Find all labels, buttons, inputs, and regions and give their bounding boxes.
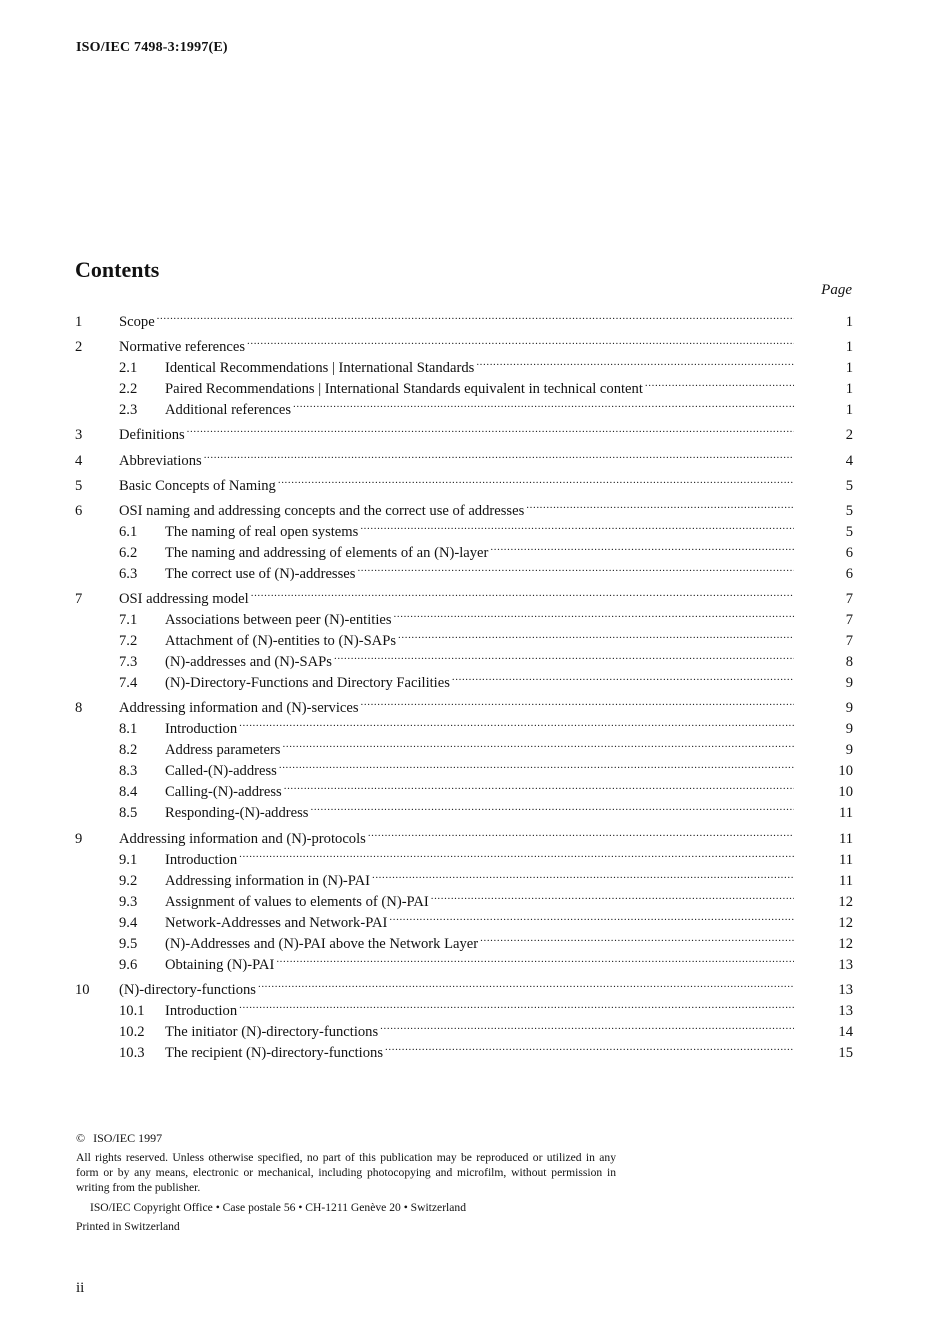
dot-leader: [334, 645, 794, 666]
toc-entry-number: 9.3: [119, 893, 138, 910]
toc-entry-title: Additional references: [165, 402, 292, 419]
toc-entry-title: (N)-Addresses and (N)-PAI above the Network Layer: [165, 935, 479, 952]
toc-entry-page: 1: [845, 360, 853, 377]
toc-entry-number: 8.1: [119, 721, 138, 738]
toc-entry-page: 12: [838, 935, 853, 952]
toc-entry-page: 11: [838, 851, 853, 868]
table-of-contents: [75, 305, 853, 1061]
toc-entry-number: 9.5: [119, 935, 138, 952]
toc-entry-number: 8.2: [119, 742, 138, 759]
dot-leader: [279, 754, 794, 775]
toc-entry-title: Addressing information and (N)-protocols: [119, 830, 366, 847]
toc-entry-page: 5: [845, 523, 853, 540]
toc-entry-number: 2.3: [119, 402, 138, 419]
toc-entry-title: (N)-Directory-Functions and Directory Facilities: [165, 675, 450, 692]
toc-entry[interactable]: [75, 691, 853, 717]
dot-leader: [490, 536, 794, 557]
toc-entry-title: Paired Recommendations | International Standards equivalent in technical content: [165, 381, 643, 398]
toc-entry-number: 8: [75, 700, 83, 717]
dot-leader: [480, 927, 794, 948]
toc-entry-page: 1: [845, 339, 853, 356]
dot-leader: [187, 418, 794, 439]
toc-entry-page: 13: [838, 1002, 853, 1019]
dot-leader: [431, 885, 794, 906]
toc-entry[interactable]: [75, 444, 853, 469]
toc-entry-title: The correct use of (N)-addresses: [165, 565, 356, 582]
toc-entry-page: 11: [838, 830, 853, 847]
toc-entry-page: 7: [845, 612, 853, 629]
toc-entry[interactable]: [75, 973, 853, 998]
toc-entry-page: 2: [845, 427, 853, 444]
toc-entry-title: Network-Addresses and Network-PAI: [165, 914, 388, 931]
toc-entry-page: 9: [845, 675, 853, 692]
toc-entry-title: Normative references: [119, 339, 245, 356]
toc-entry-number: 7.1: [119, 612, 138, 629]
toc-entry-title: Calling-(N)-address: [165, 784, 282, 801]
toc-entry[interactable]: [75, 330, 853, 356]
dot-leader: [368, 822, 794, 843]
toc-entry-number: 5: [75, 477, 83, 494]
dot-leader: [357, 557, 794, 578]
toc-entry-number: 9.6: [119, 956, 138, 973]
toc-entry-number: 7.3: [119, 654, 138, 671]
toc-entry-page: 15: [838, 1044, 853, 1061]
toc-entry-number: 8.5: [119, 805, 138, 822]
toc-entry[interactable]: [75, 469, 853, 494]
dot-leader: [239, 712, 794, 733]
toc-entry-page: 1: [845, 314, 853, 330]
toc-entry-title: Addressing information in (N)-PAI: [165, 872, 370, 889]
toc-entry-page: 7: [845, 591, 853, 608]
toc-entry[interactable]: [75, 494, 853, 519]
toc-entry-number: 7.2: [119, 633, 138, 650]
dot-leader: [276, 948, 794, 969]
toc-entry-title: Addressing information and (N)-services: [119, 700, 359, 717]
toc-section: [75, 418, 853, 444]
dot-leader: [239, 843, 794, 864]
toc-entry-page: 5: [845, 477, 853, 494]
toc-entry-number: 6.2: [119, 544, 138, 561]
copyright-symbol: ©: [76, 1131, 86, 1145]
toc-entry-number: 10: [75, 981, 90, 998]
dot-leader: [360, 515, 794, 536]
toc-entry-number: 6.1: [119, 523, 138, 540]
toc-section: [75, 444, 853, 469]
toc-entry-title: Assignment of values to elements of (N)-PAI: [165, 893, 429, 910]
toc-entry-page: 9: [845, 721, 853, 738]
toc-entry-title: Basic Concepts of Naming: [119, 477, 276, 494]
dot-leader: [380, 1015, 794, 1036]
toc-entry-title: The naming of real open systems: [165, 523, 359, 540]
toc-entry-title: Definitions: [119, 427, 185, 444]
toc-entry-title: Identical Recommendations | International Standards: [165, 360, 475, 377]
toc-entry-title: The recipient (N)-directory-functions: [165, 1044, 384, 1061]
toc-section: [75, 330, 853, 419]
dot-leader: [372, 864, 794, 885]
rights-statement: All rights reserved. Unless otherwise specified, no part of this publication may be reproduced or utilized in any form or by any means, electronic or mechanical, including photocopying and microfilm, without permission in writing from the publisher.: [76, 1151, 616, 1194]
toc-entry-number: 2.1: [119, 360, 138, 377]
toc-entry-page: 6: [845, 544, 853, 561]
page-number: ii: [76, 1280, 85, 1296]
toc-entry[interactable]: [75, 582, 853, 608]
toc-entry-number: 7: [75, 591, 83, 608]
dot-leader: [310, 796, 794, 817]
toc-entry-page: 7: [845, 633, 853, 650]
toc-entry-number: 8.3: [119, 763, 138, 780]
toc-entry-title: The naming and addressing of elements of an (N)-layer: [165, 544, 489, 561]
toc-entry-page: 10: [838, 784, 853, 801]
toc-entry[interactable]: [75, 418, 853, 444]
dot-leader: [293, 393, 794, 414]
toc-entry-title: Address parameters: [165, 742, 281, 759]
dot-leader: [239, 994, 794, 1015]
toc-entry-number: 4: [75, 452, 83, 469]
toc-entry-number: 9.1: [119, 851, 138, 868]
toc-section: [75, 822, 853, 973]
toc-section: [75, 469, 853, 494]
dot-leader: [476, 351, 794, 372]
toc-entry-title: Introduction: [165, 1002, 238, 1019]
toc-entry-page: 11: [838, 805, 853, 822]
toc-entry-title: Introduction: [165, 851, 238, 868]
dot-leader: [452, 666, 794, 687]
printed-in: Printed in Switzerland: [76, 1220, 180, 1233]
toc-entry-title: Attachment of (N)-entities to (N)-SAPs: [165, 633, 397, 650]
toc-entry-page: 13: [838, 981, 853, 998]
document-id: ISO/IEC 7498-3:1997(E): [76, 40, 228, 55]
dot-leader: [258, 973, 794, 994]
toc-entry-number: 3: [75, 427, 83, 444]
dot-leader: [283, 733, 795, 754]
toc-entry-number: 10.2: [119, 1023, 145, 1040]
toc-entry-page: 13: [838, 956, 853, 973]
dot-leader: [389, 906, 794, 927]
toc-entry-title: (N)-addresses and (N)-SAPs: [165, 654, 332, 671]
page-column-label: Page: [821, 282, 852, 298]
dot-leader: [526, 494, 794, 515]
toc-section: [75, 691, 853, 822]
toc-entry-number: 6: [75, 502, 83, 519]
toc-entry[interactable]: [75, 305, 853, 330]
toc-entry-page: 12: [838, 893, 853, 910]
toc-entry-page: 1: [845, 402, 853, 419]
dot-leader: [247, 330, 794, 351]
toc-entry-number: 7.4: [119, 675, 138, 692]
toc-entry-page: 14: [838, 1023, 853, 1040]
toc-entry-number: 1: [75, 314, 83, 330]
toc-entry-page: 4: [845, 452, 853, 469]
toc-section: [75, 582, 853, 692]
copyright-line: [76, 1131, 616, 1146]
toc-entry-title: OSI naming and addressing concepts and the correct use of addresses: [119, 502, 525, 519]
dot-leader: [278, 469, 794, 490]
toc-entry-page: 1: [845, 381, 853, 398]
toc-entry-page: 5: [845, 502, 853, 519]
copyright-holder: ISO/IEC 1997: [93, 1131, 163, 1145]
toc-entry-title: Obtaining (N)-PAI: [165, 956, 275, 973]
toc-entry-title: OSI addressing model: [119, 591, 249, 608]
toc-section: [75, 973, 853, 1061]
copyright-notice: [76, 1131, 616, 1234]
toc-entry-number: 9.2: [119, 872, 138, 889]
toc-entry-page: 10: [838, 763, 853, 780]
toc-entry-title: (N)-directory-functions: [119, 981, 256, 998]
toc-entry-page: 11: [838, 872, 853, 889]
dot-leader: [361, 691, 794, 712]
toc-entry-number: 10.1: [119, 1002, 145, 1019]
dot-leader: [398, 624, 794, 645]
toc-entry-title: Associations between peer (N)-entities: [165, 612, 392, 629]
dot-leader: [394, 603, 794, 624]
toc-entry[interactable]: [75, 822, 853, 847]
dot-leader: [645, 372, 794, 393]
dot-leader: [251, 582, 794, 603]
toc-entry-page: 8: [845, 654, 853, 671]
toc-entry-title: Scope: [119, 314, 155, 330]
toc-section: [75, 494, 853, 582]
toc-entry-number: 6.3: [119, 565, 138, 582]
toc-entry-title: The initiator (N)-directory-functions: [165, 1023, 379, 1040]
toc-entry-page: 9: [845, 742, 853, 759]
dot-leader: [204, 444, 794, 465]
toc-entry-number: 2: [75, 339, 83, 356]
toc-entry-title: Introduction: [165, 721, 238, 738]
dot-leader: [284, 775, 794, 796]
toc-entry-title: Abbreviations: [119, 452, 202, 469]
toc-section: [75, 305, 853, 330]
toc-entry-page: 12: [838, 914, 853, 931]
toc-entry-title: Called-(N)-address: [165, 763, 277, 780]
toc-entry-number: 10.3: [119, 1044, 145, 1061]
copyright-office-address: ISO/IEC Copyright Office • Case postale 56 • CH-1211 Genève 20 • Switzerland: [90, 1201, 467, 1214]
toc-entry-number: 2.2: [119, 381, 138, 398]
toc-entry-number: 9.4: [119, 914, 138, 931]
dot-leader: [385, 1036, 794, 1057]
page-title: Contents: [75, 257, 160, 282]
toc-entry-page: 9: [845, 700, 853, 717]
toc-entry-page: 6: [845, 565, 853, 582]
toc-entry-title: Responding-(N)-address: [165, 805, 309, 822]
toc-entry-number: 8.4: [119, 784, 138, 801]
toc-entry-number: 9: [75, 830, 83, 847]
dot-leader: [157, 305, 794, 326]
